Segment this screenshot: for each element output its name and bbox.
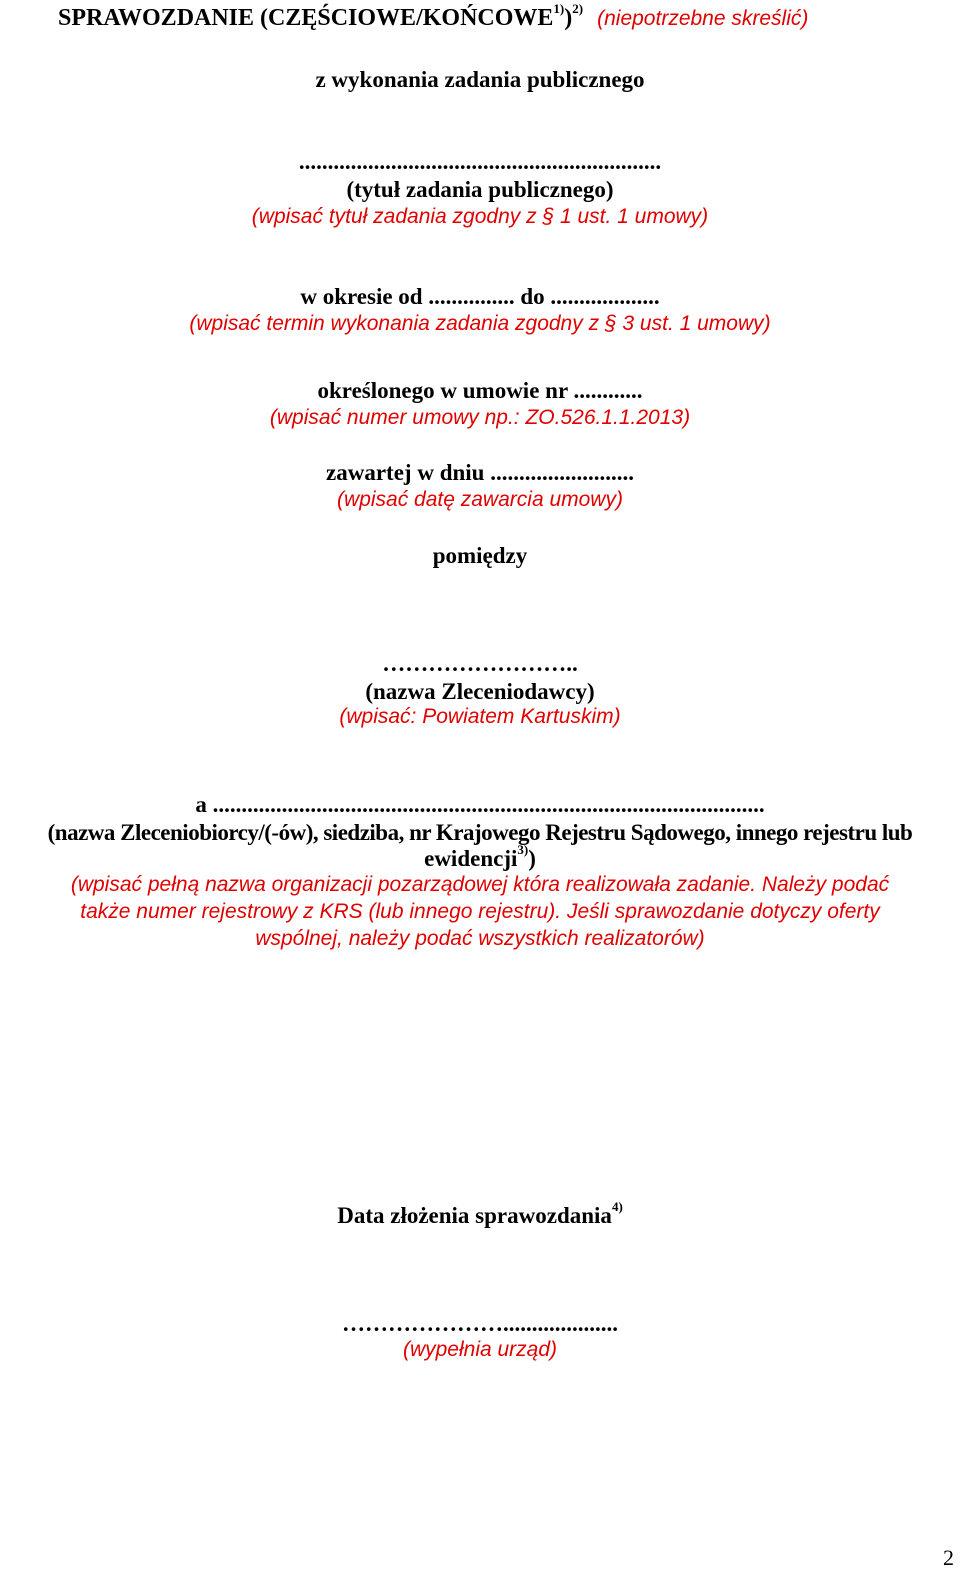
- submission-date-note: (wypełnia urząd): [402, 1338, 558, 1361]
- report-title-line: [58, 1, 958, 31]
- footnote-marker-3: 3): [517, 842, 529, 857]
- period-note: (wpisać termin wykonania zadania zgodny z § 3 ust. 1 umowy): [189, 312, 771, 335]
- contract-date-text: zawartej w dniu .........................: [326, 460, 634, 485]
- contractor-note-line3: wspólnej, należy podać wszystkich realizatorów): [255, 927, 705, 950]
- report-subtitle: z wykonania zadania publicznego: [315, 67, 645, 92]
- submission-date-label-line: [0, 1199, 960, 1228]
- contractor-label-line1: (nazwa Zleceniobiorcy/(-ów), siedziba, nr Krajowego Rejestru Sądowego, innego rejestru lub: [47, 820, 913, 845]
- principal-dots: ……………………..: [382, 651, 578, 676]
- task-title-dots: ...............................................................: [298, 149, 662, 174]
- contractor-note-line2: także numer rejestrowy z KRS (lub innego rejestru). Jeśli sprawozdanie dotyczy oferty: [80, 900, 880, 923]
- page-number: 2: [943, 1545, 954, 1570]
- submission-date-label: Data złożenia sprawozdania: [337, 1203, 612, 1228]
- contractor-label-line2: [0, 842, 960, 871]
- footnote-marker-4: 4): [611, 1199, 623, 1214]
- contract-number-text: określonego w umowie nr ............: [317, 378, 643, 403]
- footnote-marker-1: 1): [553, 1, 565, 16]
- between-label: pomiędzy: [432, 543, 528, 568]
- title-paren: ): [564, 5, 573, 31]
- task-title-note: (wpisać tytuł zadania zgodny z § 1 ust. 1 umowy): [251, 205, 709, 228]
- submission-date-dots: …………………....................: [342, 1311, 618, 1336]
- contract-date-note: (wpisać datę zawarcia umowy): [337, 488, 623, 511]
- contract-number-note: (wpisać numer umowy np.: ZO.526.1.1.2013): [269, 406, 691, 429]
- contractor-label-evidence: ewidencji: [424, 846, 518, 871]
- principal-note: (wpisać: Powiatem Kartuskim): [339, 705, 621, 728]
- report-title: SPRAWOZDANIE (CZĘŚCIOWE/KOŃCOWE: [58, 5, 554, 31]
- contractor-label-close: ): [528, 846, 536, 871]
- period-text: w okresie od ............... do ...................: [300, 284, 660, 309]
- title-note: (niepotrzebne skreślić): [597, 7, 809, 30]
- contractor-note-line1: (wpisać pełną nazwa organizacji pozarządowej która realizowała zadanie. Należy podać: [70, 873, 890, 896]
- principal-label: (nazwa Zleceniodawcy): [365, 679, 595, 704]
- task-title-label: (tytuł zadania publicznego): [346, 177, 614, 202]
- footnote-marker-2: 2): [572, 1, 584, 16]
- contractor-dots: a ................................................................................................: [195, 792, 765, 817]
